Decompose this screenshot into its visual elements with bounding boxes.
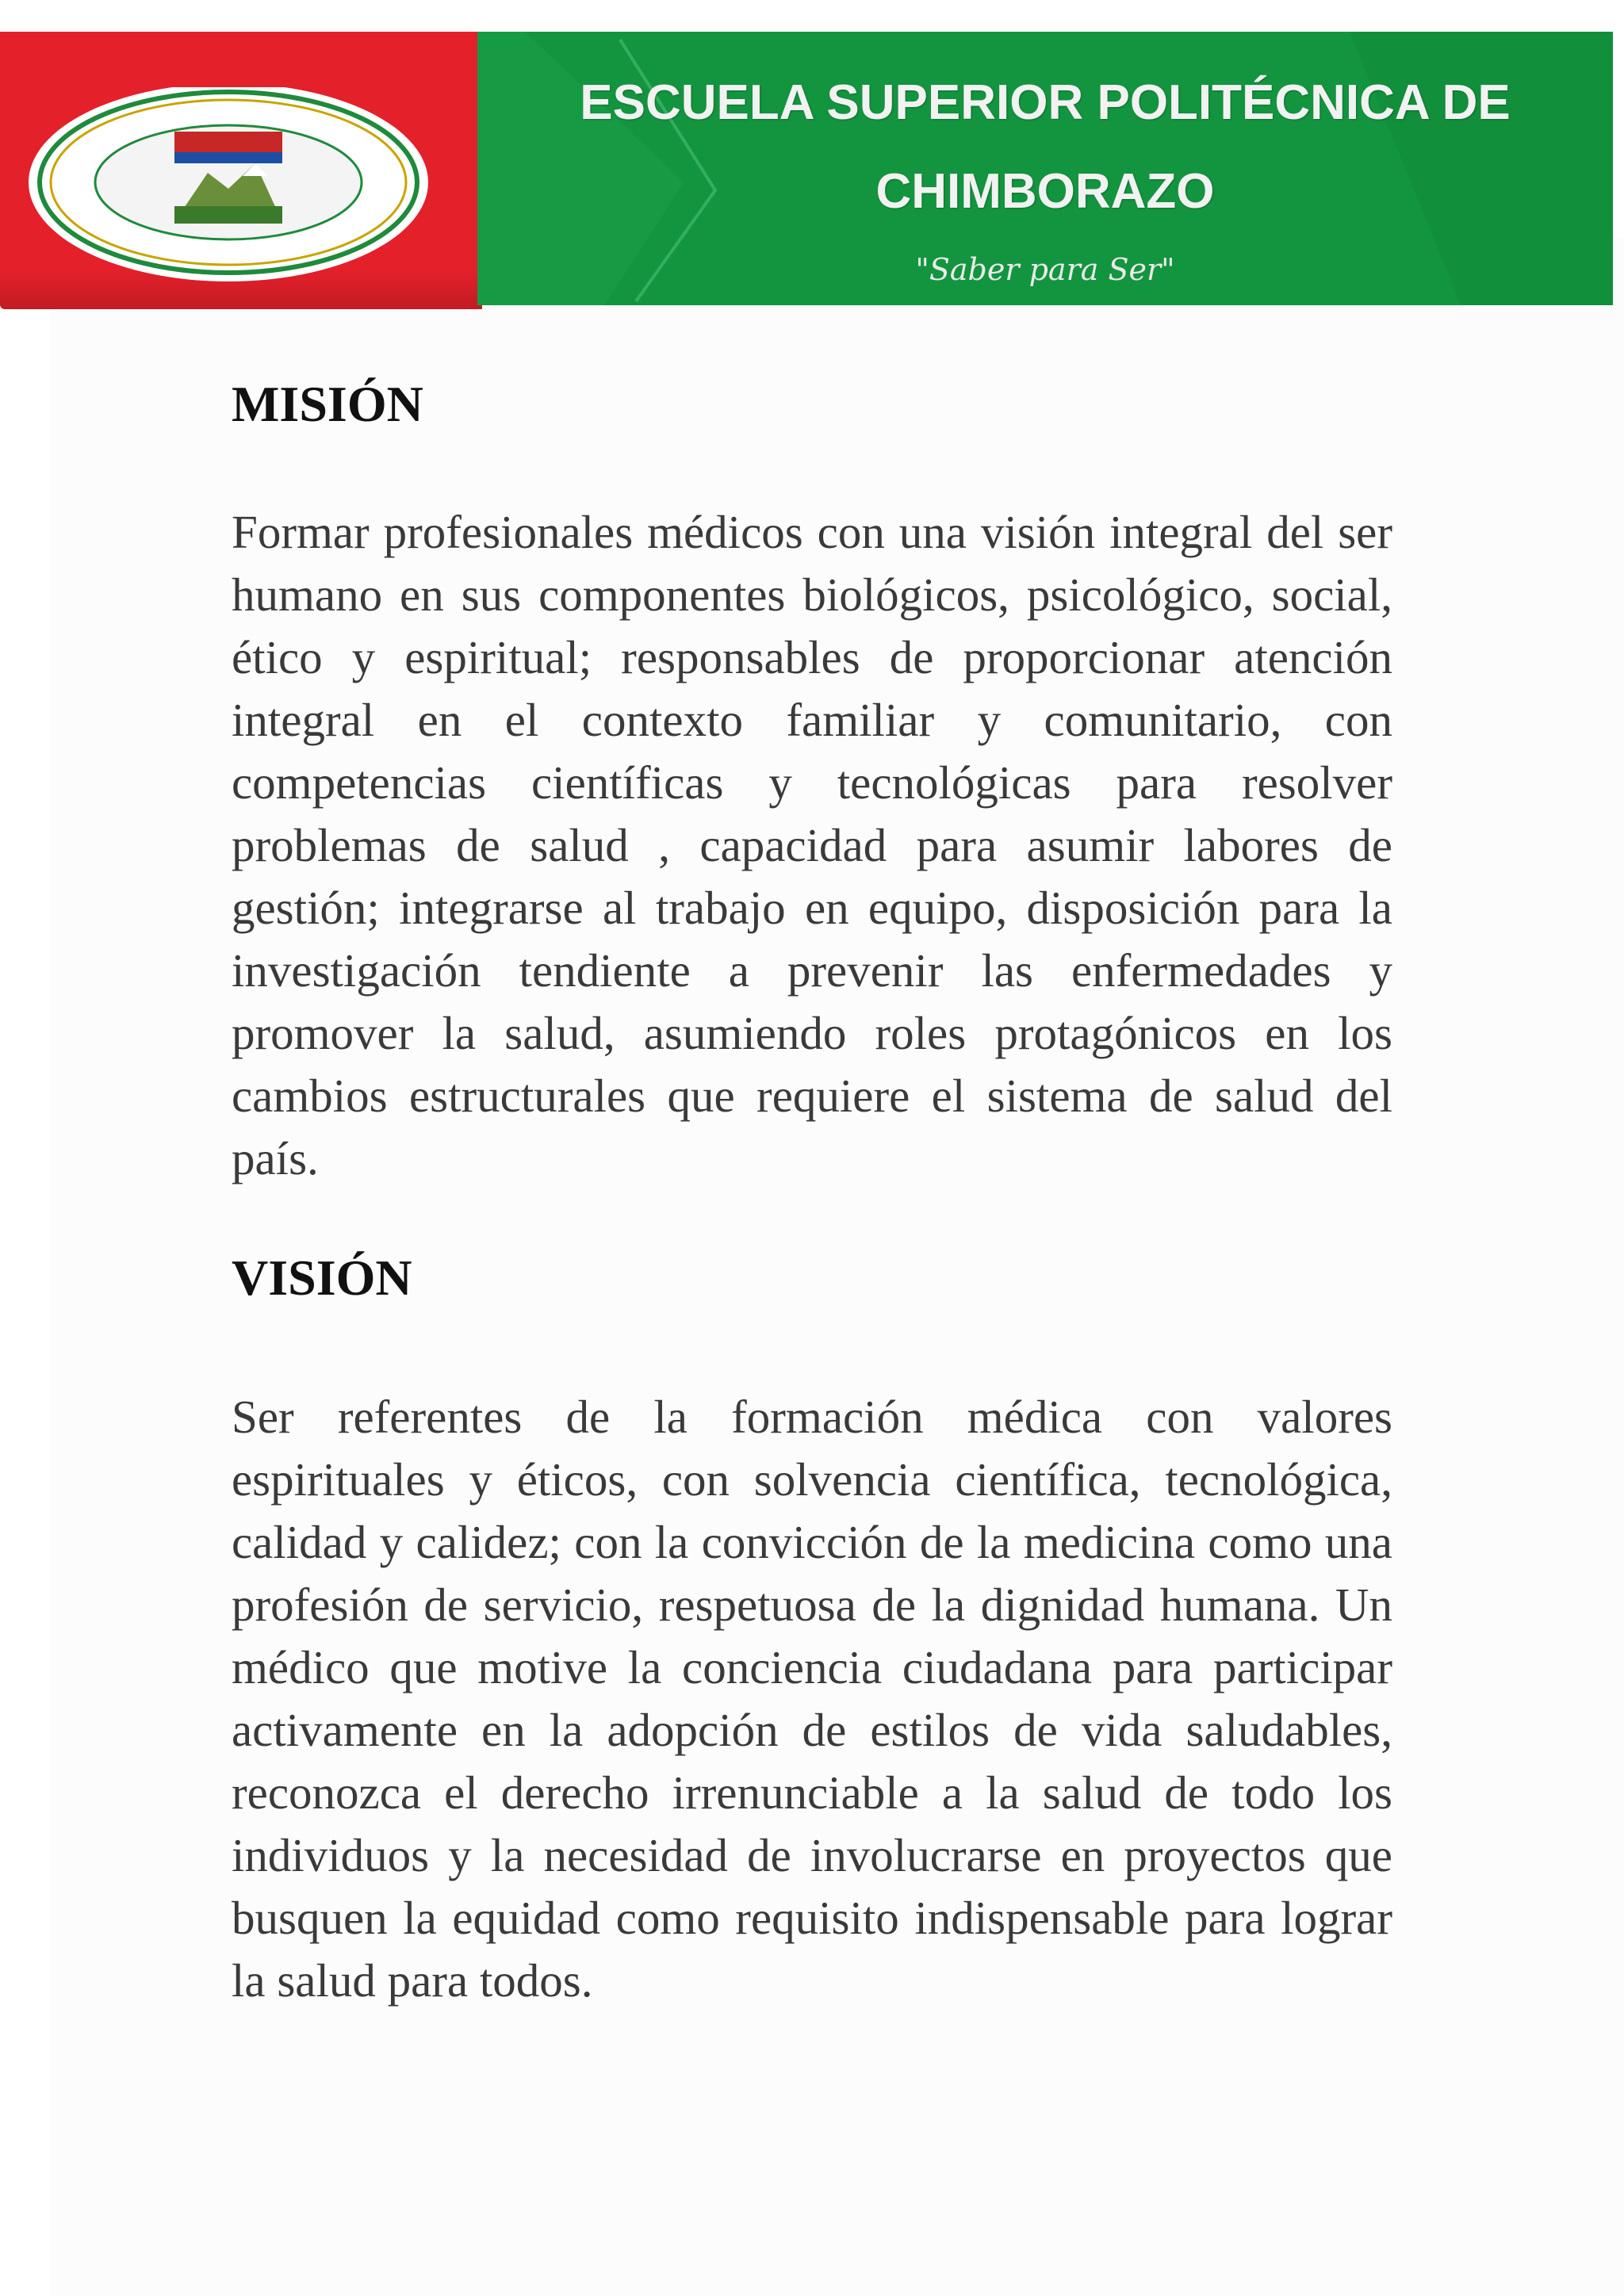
mission-text: Formar profesionales médicos con una visión integral del ser humano en sus componentes biológicos, psicológico, social, ético y espiritual; responsables de proporcionar atención integral en el contexto familiar y comunitario, con competencias científicas y tecnológicas para resolver problemas de salud , capacidad para asumir labores de gestión; integrarse al trabajo en equipo, disposición para la investigación tendiente a prevenir las enfermedades y promover la salud, asumiendo roles protagónicos en los cambios estructurales que requiere el sistema de salud del país. xyxy=(232,506,1392,1184)
banner-red-panel xyxy=(0,32,482,309)
header-banner xyxy=(0,32,1613,309)
school-motto: "Saber para Ser" xyxy=(915,252,1175,287)
school-name-line1: ESCUELA SUPERIOR POLITÉCNICA DE xyxy=(580,75,1511,130)
school-name-line2: CHIMBORAZO xyxy=(875,164,1215,219)
mission-heading: MISIÓN xyxy=(232,376,423,432)
vision-text: Ser referentes de la formación médica con valores espirituales y éticos, con solvencia científica, tecnológica, calidad y calidez; con la convicción de la medicina como una profesión de servicio, respetuosa de la dignidad humana. Un médico que motive la conciencia ciudadana para participar activamente en la adopción de estilos de vida saludables, reconozca el derecho irrenunciable a la salud de todo los individuos y la necesidad de involucrarse en proyectos que busquen la equidad como requisito indispensable para lograr la salud para todos. xyxy=(232,1391,1392,2007)
institution-seal-icon xyxy=(24,87,468,293)
vision-heading: VISIÓN xyxy=(232,1249,412,1306)
